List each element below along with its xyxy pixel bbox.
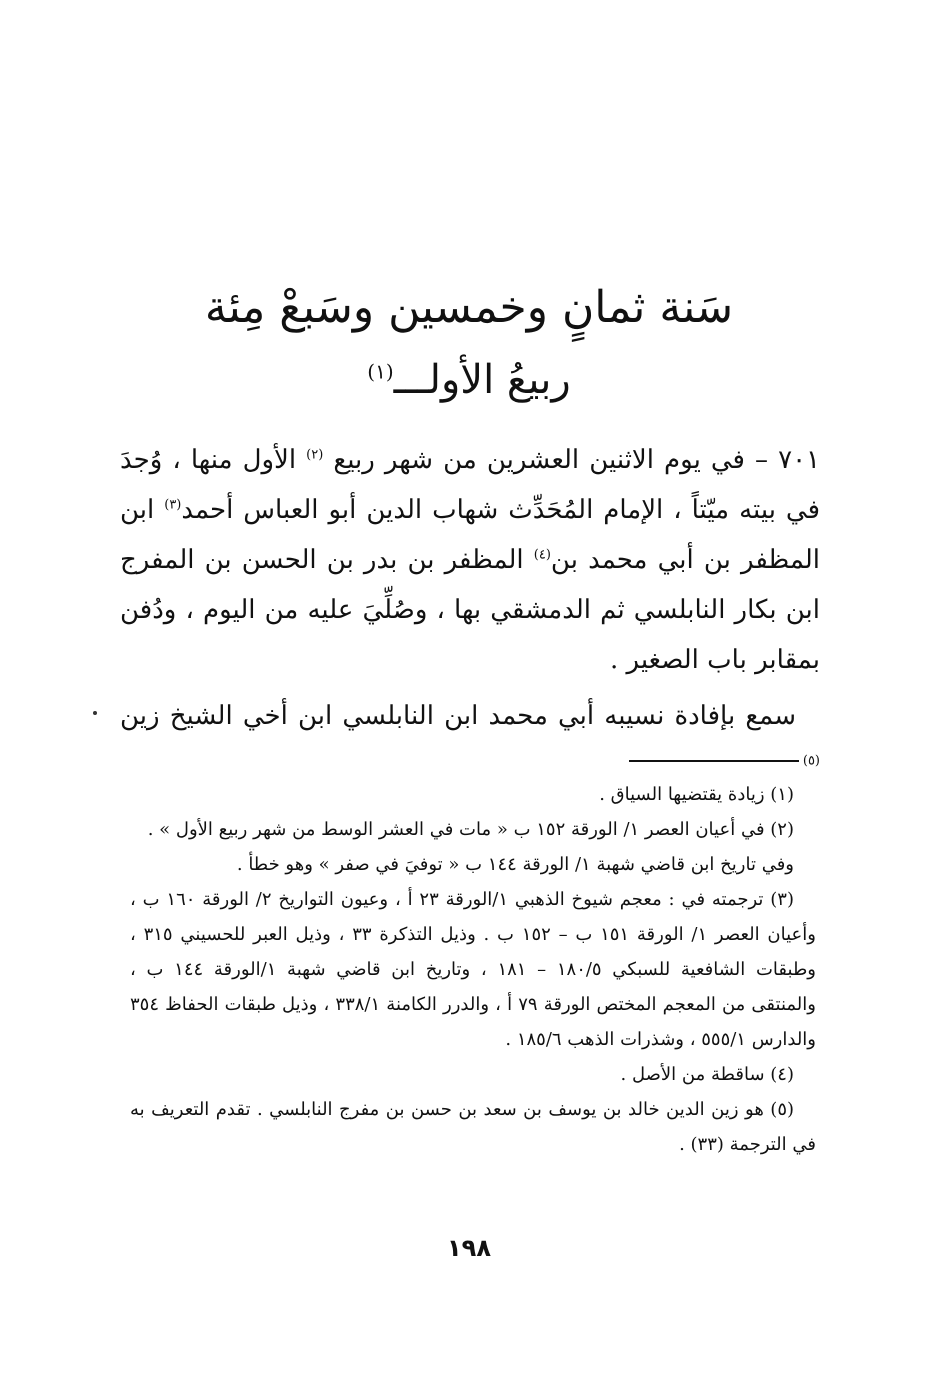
footnote-5: (٥) هو زين الدين خالد بن يوسف بن سعد بن حسن بن مفرج النابلسي . تقدم التعريف به في الترجمة (٣٣) . <box>130 1099 816 1155</box>
month-heading-footnote-ref: (١) <box>367 359 394 384</box>
footnote-ref-4: (٤) <box>533 547 551 563</box>
entry-paragraph-2 <box>120 691 820 791</box>
footnote-4: (٤) ساقطة من الأصل . <box>620 1064 794 1085</box>
scan-speck <box>93 711 97 715</box>
entry-body <box>120 435 820 791</box>
entry-line-2: وُجدَ في بيته ميّتاً ، الإمام المُحَدِّث شهاب الدين أبو العباس أحمد <box>120 445 820 525</box>
footnote-ref-3: (٣) <box>164 497 182 513</box>
month-heading <box>0 352 938 408</box>
entry-paragraph-1 <box>120 435 820 685</box>
entry-line-1b: الأول منها ، <box>172 445 297 475</box>
entry-line-1: ٧٠١ – في يوم الاثنين العشرين من شهر ربيع <box>333 445 821 475</box>
year-heading <box>0 278 938 338</box>
footnote-2-continued: وفي تاريخ ابن قاضي شهبة ١/ الورقة ١٤٤ ب « توفيَ في صفر » وهو خطأ . <box>236 854 794 875</box>
page-number: ١٩٨ <box>447 1234 491 1262</box>
month-heading-text: ربيعُ الأولـــ <box>393 357 571 403</box>
entry-line-3b: المظفر بن بدر بن الحسن بن المفرج ابن بكار النابلسي ثم الدمشقي بها ، وصُلِّيَ عليه من اليوم ، ودُفن بمقابر باب الصغير . <box>120 545 820 675</box>
footnote-1: (١) زيادة يقتضيها السياق . <box>599 784 794 805</box>
footnote-ref-5: (٥) <box>802 753 820 769</box>
footnote-3: (٣) ترجمته في : معجم شيوخ الذهبي ١/الورقة ٢٣ أ ، وعيون التواريخ ٢/ الورقة ١٦٠ ب ، وأعيان العصر ١/ الورقة ١٥١ ب – ١٥٢ ب . وذيل التذكرة ٣٣ ، وذيل العبر للحسيني ٣١٥ ، وطبقات الشافعية للسبكي ١٨٠/٥ – ١٨١ ، وتاريخ ابن قاضي شهبة ١/الورقة ١٤٤ ب ، والمنتقى من المعجم المختص الورقة ٧٩ أ ، والدرر الكامنة ٣٣٨/١ ، وذيل طبقات الحفاظ ٣٥٤ والدارس ٥٥٥/١ ، وشذرات الذهب ١٨٥/٦ . <box>130 889 816 1050</box>
entry-paragraph-2-text: سمع بإفادة نسيبه أبي محمد ابن النابلسي ابن أخي الشيخ زين <box>120 701 796 731</box>
footnote-ref-2: (٢) <box>306 447 324 463</box>
footnote-2: (٢) في أعيان العصر ١/ الورقة ١٥٢ ب « مات في العشر الوسط من شهر ربيع الأول » . <box>147 819 794 840</box>
year-heading-text: سَنة ثمانٍ وخمسين وسَبعْ مِئة <box>204 282 734 333</box>
entry-line-3a: ابن المظفر بن أبي محمد بن <box>120 495 820 575</box>
footnotes-section <box>130 777 816 1162</box>
footnote-divider <box>629 760 799 762</box>
